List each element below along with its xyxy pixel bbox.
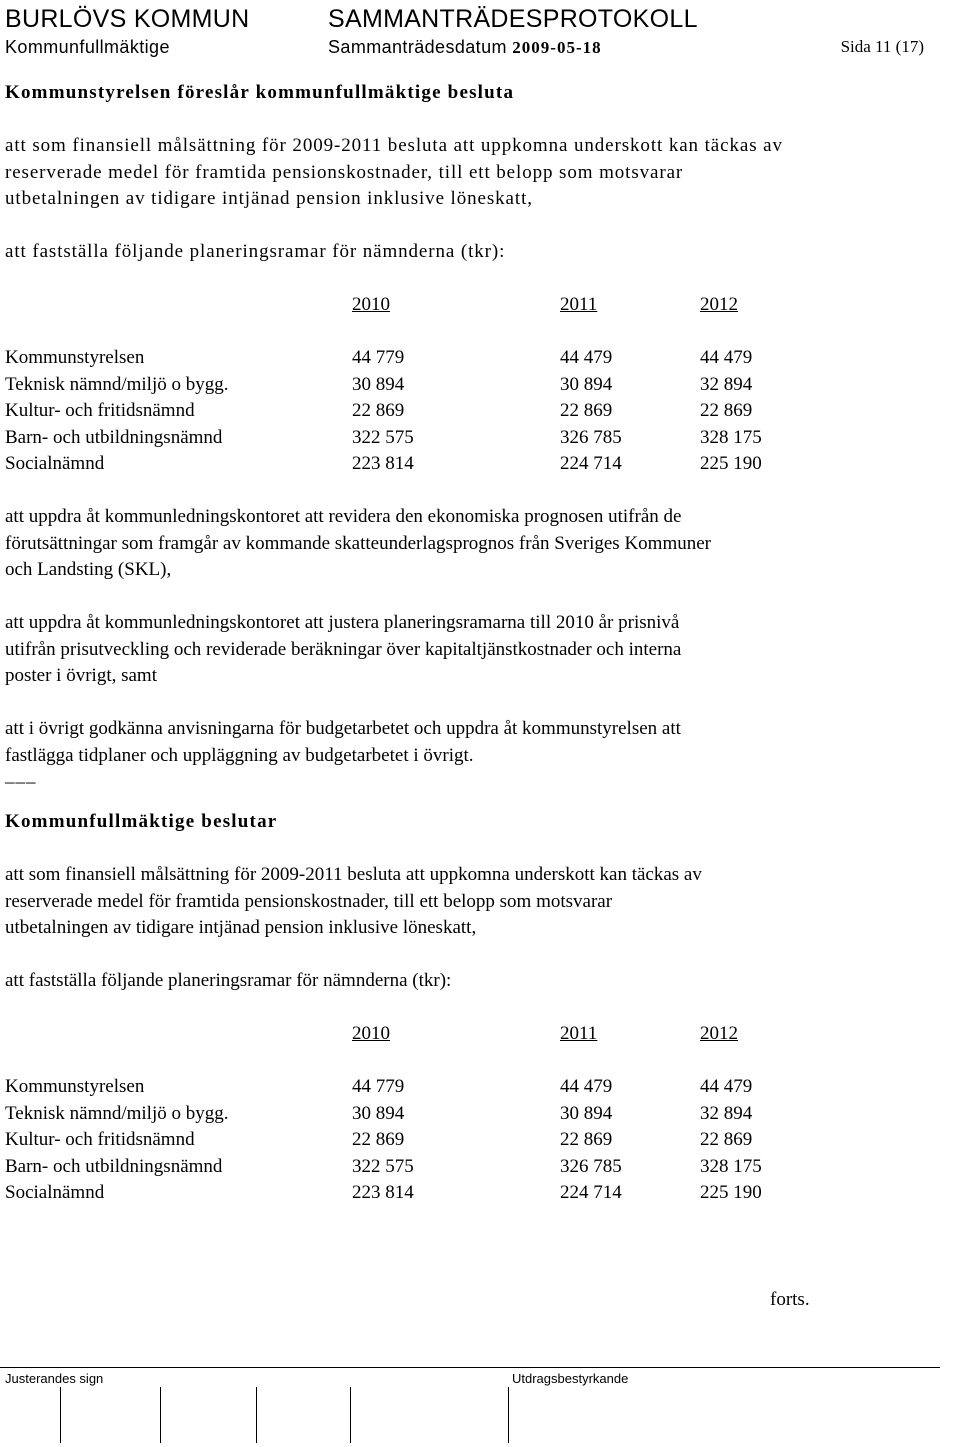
blank-line (5, 1207, 955, 1287)
continued-note: forts. (770, 1288, 810, 1310)
table-row: Kommunstyrelsen 44 779 44 479 44 479 (5, 1076, 753, 1097)
year-column-header: 2012 (700, 294, 738, 315)
paragraph-line: utifrån prisutveckling och reviderade beräkningar över kapitaltjänstkostnader och interna (5, 638, 682, 660)
table-row: Barn- och utbildningsnämnd 322 575 326 785 328 175 (5, 1155, 762, 1177)
paragraph-line: att som finansiell målsättning för 2009-2011 besluta att uppkomna underskott kan täckas av (5, 135, 783, 156)
table-header-row (5, 292, 762, 319)
municipality-name: BURLÖVS KOMMUN (5, 5, 250, 33)
paragraph-line: reserverade medel för framtida pensionskostnader, till ett belopp som motsvarar (5, 161, 684, 183)
document-body (5, 80, 955, 1313)
table-row: Barn- och utbildningsnämnd 322 575 326 785 328 175 (5, 426, 762, 448)
blank-line (5, 266, 955, 293)
section-heading-proposal: Kommunstyrelsen föreslår kommunfullmäktige besluta (5, 82, 515, 103)
paragraph-line: att som finansiell målsättning för 2009-2011 besluta att uppkomna underskott kan täckas av (5, 864, 702, 885)
blank-line (5, 789, 955, 809)
blank-line (5, 584, 955, 611)
paragraph-line: fastlägga tidplaner och uppläggning av budgetarbetet i övrigt. (5, 744, 474, 766)
blank-line (5, 478, 955, 505)
blank-line (5, 213, 955, 240)
paragraph-line: att i övrigt godkänna anvisningarna för budgetarbetet och uppdra åt kommunstyrelsen att (5, 718, 681, 739)
meeting-date: 2009-05-18 (512, 38, 602, 57)
signature-footer (0, 1367, 940, 1386)
signature-box-divider (256, 1387, 257, 1443)
paragraph-line: poster i övrigt, samt (5, 665, 157, 686)
paragraph-line: att uppdra åt kommunledningskontoret att justera planeringsramarna till 2010 år prisnivå (5, 612, 680, 633)
paragraph-line: att uppdra åt kommunledningskontoret att revidera den ekonomiska prognosen utifrån de (5, 506, 682, 527)
extract-label: Utdragsbestyrkande (512, 1371, 629, 1386)
table-row: Kultur- och fritidsnämnd 22 869 22 869 22 869 (5, 400, 753, 421)
paragraph-line: att fastställa följande planeringsramar för nämnderna (tkr): (5, 970, 452, 991)
table-row: Teknisk nämnd/miljö o bygg. 30 894 30 894 32 894 (5, 373, 753, 395)
table-row: Socialnämnd 223 814 224 714 225 190 (5, 453, 762, 474)
year-column-header: 2011 (560, 294, 598, 315)
paragraph-line: utbetalningen av tidigare intjänad pension inklusive löneskatt, (5, 917, 477, 938)
table-row: Socialnämnd 223 814 224 714 225 190 (5, 1182, 762, 1203)
blank-line (5, 690, 955, 717)
signature-box-divider (350, 1387, 351, 1443)
paragraph-line: utbetalningen av tidigare intjänad pension inklusive löneskatt, (5, 188, 533, 209)
signature-box-divider (60, 1387, 61, 1443)
year-column-header: 2010 (352, 294, 390, 315)
table-row: Kultur- och fritidsnämnd 22 869 22 869 22 869 (5, 1129, 753, 1150)
sign-label: Justerandes sign (5, 1371, 104, 1386)
protocol-title: SAMMANTRÄDESPROTOKOLL (328, 5, 698, 33)
blank-line (5, 107, 955, 134)
blank-line (5, 836, 955, 863)
body-name: Kommunfullmäktige (5, 37, 170, 57)
table-header-row (5, 1021, 762, 1048)
meeting-date-row (328, 35, 602, 60)
year-column-header: 2012 (700, 1023, 738, 1044)
paragraph-line: reserverade medel för framtida pensionskostnader, till ett belopp som motsvarar (5, 890, 613, 912)
paragraph-line: och Landsting (SKL), (5, 559, 172, 580)
planning-frames-table (5, 292, 762, 478)
paragraph-line: att fastställa följande planeringsramar för nämnderna (tkr): (5, 241, 506, 262)
blank-line (5, 995, 955, 1022)
separator: ___ (5, 765, 37, 786)
planning-frames-table (5, 1021, 762, 1207)
blank-line (5, 942, 955, 969)
table-row: Teknisk nämnd/miljö o bygg. 30 894 30 894 32 894 (5, 1102, 753, 1124)
section-heading-decision: Kommunfullmäktige beslutar (5, 811, 278, 832)
signature-box-divider (508, 1387, 509, 1443)
page-number: Sida 11 (17) (840, 37, 924, 56)
paragraph-line: förutsättningar som framgår av kommande skatteunderlagsprognos från Sveriges Kommuner (5, 532, 711, 554)
table-row: Kommunstyrelsen 44 779 44 479 44 479 (5, 347, 753, 368)
signature-box-divider (160, 1387, 161, 1443)
date-label: Sammanträdesdatum (328, 37, 507, 57)
year-column-header: 2010 (352, 1023, 390, 1044)
year-column-header: 2011 (560, 1023, 598, 1044)
